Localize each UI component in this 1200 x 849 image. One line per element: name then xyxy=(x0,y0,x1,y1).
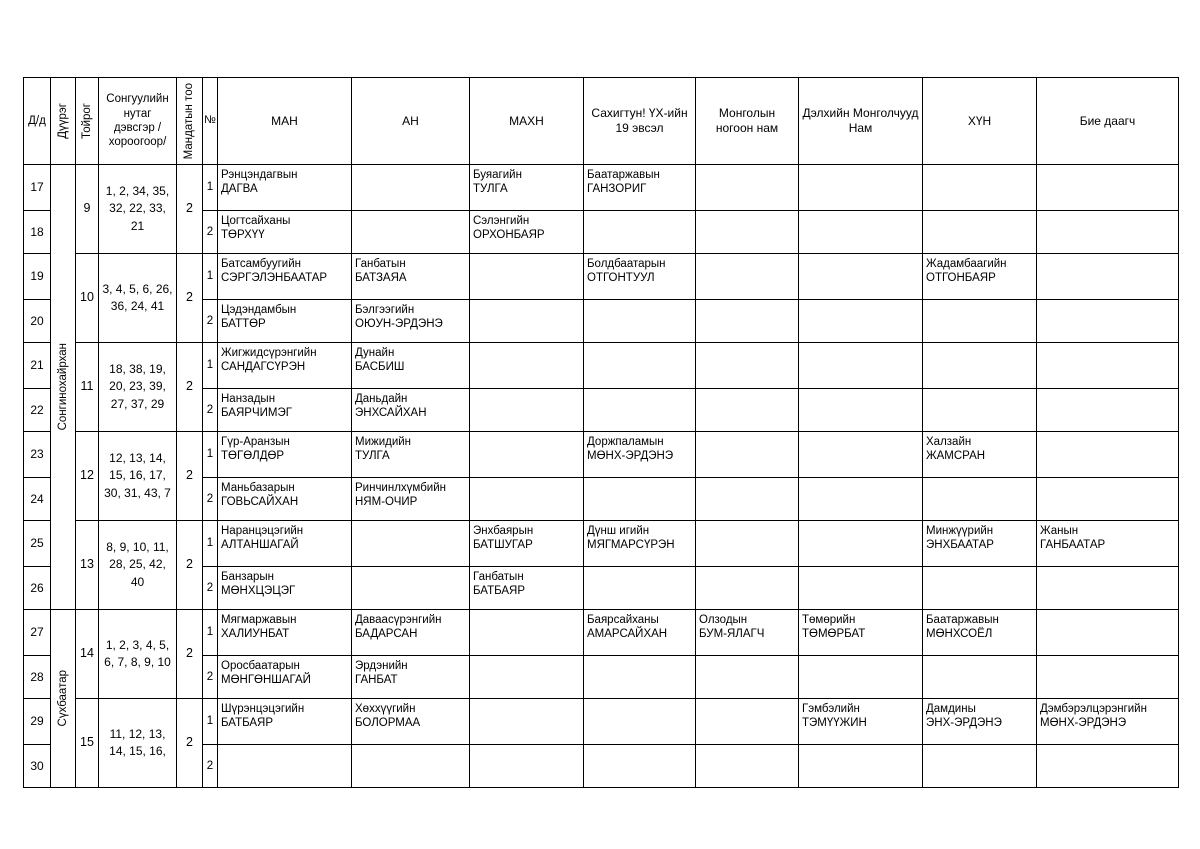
candidate-cell-independent xyxy=(1037,389,1179,432)
candidate-order: 2 xyxy=(203,389,218,432)
candidate-patronymic: Олзодын xyxy=(699,614,748,626)
candidate-given-name: СЭРГЭЛЭНБААТАР xyxy=(221,272,328,285)
candidate-given-name: ЭНХБААТАР xyxy=(926,539,994,552)
header-mandat xyxy=(177,78,203,165)
candidate-cell-sakhigtun xyxy=(584,300,696,343)
candidate-cell-independent xyxy=(1037,343,1179,389)
candidate-cell-green xyxy=(696,300,799,343)
candidate-patronymic: Жадамбаагийн xyxy=(926,258,1007,270)
candidate-cell-makhn xyxy=(470,699,584,745)
candidate-order: 1 xyxy=(203,343,218,389)
row-number: 23 xyxy=(24,432,51,478)
candidate-cell-an xyxy=(352,656,470,699)
table-body xyxy=(24,165,1179,788)
candidate-patronymic: Ганбатын xyxy=(473,571,524,583)
candidate-cell-green xyxy=(696,699,799,745)
candidate-given-name: МӨНХСОЁЛ xyxy=(926,628,993,641)
table-row xyxy=(24,165,1179,211)
table-row xyxy=(24,699,1179,745)
candidate-patronymic: Ринчинлхүмбийн xyxy=(355,482,446,494)
candidate-cell-green xyxy=(696,745,799,788)
header-party-makhn: МАХН xyxy=(470,78,584,165)
candidate-patronymic: Даваасүрэнгийн xyxy=(355,614,442,626)
candidate-given-name: АЛТАНШАГАЙ xyxy=(221,539,299,552)
constituency-number: 13 xyxy=(76,521,99,610)
candidate-patronymic: Гүр-Аранзын xyxy=(221,436,290,448)
candidate-patronymic: Оросбаатарын xyxy=(221,660,300,672)
candidate-patronymic: Дэмбэрэлцэрэнгийн xyxy=(1040,703,1147,715)
constituency-number: 14 xyxy=(76,610,99,699)
candidate-given-name: ТӨГӨЛДӨР xyxy=(221,450,285,463)
candidate-given-name: ТӨРХҮҮ xyxy=(221,229,265,242)
candidate-given-name: ГАНБАТ xyxy=(355,674,398,687)
candidate-cell-an xyxy=(352,432,470,478)
candidate-cell-makhn xyxy=(470,300,584,343)
candidate-given-name: САНДАГСҮРЭН xyxy=(221,361,306,374)
candidate-patronymic: Нанзадын xyxy=(221,393,276,405)
candidate-patronymic: Рэнцэндагвын xyxy=(221,169,298,181)
candidate-order: 1 xyxy=(203,254,218,300)
candidate-patronymic: Дамдины xyxy=(926,703,976,715)
candidate-cell-khun xyxy=(923,343,1037,389)
candidate-patronymic: Эрдэнийн xyxy=(355,660,408,672)
candidate-cell-world-mongols xyxy=(799,478,923,521)
candidate-cell-an xyxy=(352,254,470,300)
candidate-given-name: ТУЛГА xyxy=(355,450,390,463)
candidate-cell-sakhigtun xyxy=(584,211,696,254)
candidate-cell-independent xyxy=(1037,254,1179,300)
row-number: 30 xyxy=(24,745,51,788)
candidate-patronymic: Болдбаатарын xyxy=(587,258,666,270)
candidate-cell-sakhigtun xyxy=(584,567,696,610)
candidate-cell-man xyxy=(218,165,352,211)
district-name: Сонгинохайрхан xyxy=(56,343,69,431)
candidate-given-name: ХАЛИУНБАТ xyxy=(221,628,290,641)
candidate-cell-an xyxy=(352,389,470,432)
candidate-given-name: МӨНХ-ЭРДЭНЭ xyxy=(1040,717,1127,730)
candidate-cell-khun xyxy=(923,699,1037,745)
candidate-patronymic: Энхбаярын xyxy=(473,525,534,537)
constituency-number: 12 xyxy=(76,432,99,521)
candidate-cell-makhn xyxy=(470,745,584,788)
candidate-cell-an xyxy=(352,478,470,521)
mandate-count: 2 xyxy=(177,699,203,788)
row-number: 20 xyxy=(24,300,51,343)
header-party-world-mongols: Дэлхийн Монголчууд Нам xyxy=(799,78,923,165)
header-party-independent: Бие даагч xyxy=(1037,78,1179,165)
candidate-cell-man xyxy=(218,521,352,567)
candidate-order: 2 xyxy=(203,211,218,254)
candidate-order: 1 xyxy=(203,699,218,745)
candidate-cell-independent xyxy=(1037,521,1179,567)
candidate-patronymic: Дунайн xyxy=(355,347,395,359)
candidate-cell-world-mongols xyxy=(799,343,923,389)
header-no: № xyxy=(203,78,218,165)
candidate-cell-khun xyxy=(923,567,1037,610)
constituency-number: 9 xyxy=(76,165,99,254)
candidate-patronymic: Даньдайн xyxy=(355,393,408,405)
candidate-cell-khun xyxy=(923,389,1037,432)
candidate-given-name: БАТТӨР xyxy=(221,318,266,331)
candidate-cell-khun xyxy=(923,745,1037,788)
row-number: 24 xyxy=(24,478,51,521)
candidate-cell-makhn xyxy=(470,389,584,432)
candidate-cell-world-mongols xyxy=(799,521,923,567)
candidate-given-name: ОЮУН-ЭРДЭНЭ xyxy=(355,318,443,331)
header-party-khun: ХҮН xyxy=(923,78,1037,165)
candidate-cell-khun xyxy=(923,610,1037,656)
candidate-cell-green xyxy=(696,432,799,478)
candidate-given-name: МЯГМАРСҮРЭН xyxy=(587,539,675,552)
constituency-area: 1, 2, 34, 35, 32, 22, 33, 21 xyxy=(99,165,177,254)
candidate-cell-independent xyxy=(1037,656,1179,699)
candidate-cell-man xyxy=(218,745,352,788)
candidate-table xyxy=(23,77,1179,788)
candidate-given-name: БАСБИШ xyxy=(355,361,405,374)
constituency-number: 15 xyxy=(76,699,99,788)
candidate-cell-world-mongols xyxy=(799,699,923,745)
candidate-cell-an xyxy=(352,165,470,211)
candidate-given-name: ГАНЗОРИГ xyxy=(587,183,647,196)
candidate-cell-makhn xyxy=(470,165,584,211)
candidate-cell-green xyxy=(696,656,799,699)
candidate-given-name: БАТБАЯР xyxy=(473,585,526,598)
candidate-given-name: БАТЗАЯА xyxy=(355,272,407,285)
candidate-order: 1 xyxy=(203,165,218,211)
candidate-patronymic: Баярсайханы xyxy=(587,614,659,626)
candidate-given-name: МӨНГӨНШАГАЙ xyxy=(221,674,311,687)
candidate-patronymic: Буяагийн xyxy=(473,169,522,181)
constituency-area: 8, 9, 10, 11, 28, 25, 42, 40 xyxy=(99,521,177,610)
row-number: 21 xyxy=(24,343,51,389)
candidate-cell-world-mongols xyxy=(799,211,923,254)
mandate-count: 2 xyxy=(177,343,203,432)
candidate-cell-green xyxy=(696,521,799,567)
candidate-cell-green xyxy=(696,254,799,300)
candidate-given-name: БАТШУГАР xyxy=(473,539,533,552)
constituency-area: 3, 4, 5, 6, 26, 36, 24, 41 xyxy=(99,254,177,343)
candidate-order: 2 xyxy=(203,300,218,343)
candidate-given-name: ЖАМСРАН xyxy=(926,450,986,463)
candidate-cell-green xyxy=(696,567,799,610)
candidate-cell-khun xyxy=(923,165,1037,211)
candidate-given-name: МӨНХЦЭЦЭГ xyxy=(221,585,296,598)
candidate-given-name: ЭНХСАЙХАН xyxy=(355,407,427,420)
candidate-given-name: ОТГОНБАЯР xyxy=(926,272,996,285)
candidate-patronymic: Гэмбэлийн xyxy=(802,703,860,715)
header-mandat-label: Мандатын тоо xyxy=(183,82,196,160)
candidate-cell-sakhigtun xyxy=(584,389,696,432)
candidate-cell-an xyxy=(352,699,470,745)
constituency-area: 1, 2, 3, 4, 5, 6, 7, 8, 9, 10 xyxy=(99,610,177,699)
candidate-cell-world-mongols xyxy=(799,254,923,300)
candidate-cell-makhn xyxy=(470,478,584,521)
candidate-cell-green xyxy=(696,165,799,211)
candidate-given-name: БУМ-ЯЛАГЧ xyxy=(699,628,765,641)
candidate-patronymic: Шүрэнцэцэгийн xyxy=(221,703,305,715)
candidate-cell-khun xyxy=(923,478,1037,521)
candidate-cell-sakhigtun xyxy=(584,432,696,478)
candidate-cell-makhn xyxy=(470,343,584,389)
candidate-cell-makhn xyxy=(470,567,584,610)
candidate-cell-world-mongols xyxy=(799,300,923,343)
candidate-cell-sakhigtun xyxy=(584,478,696,521)
candidate-cell-world-mongols xyxy=(799,610,923,656)
header-dd: Д/д xyxy=(24,78,51,165)
candidate-patronymic: Дүнш игийн xyxy=(587,525,650,537)
candidate-patronymic: Наранцэцэгийн xyxy=(221,525,304,537)
candidate-cell-independent xyxy=(1037,699,1179,745)
candidate-patronymic: Батсамбуугийн xyxy=(221,258,301,270)
candidate-patronymic: Мижидийн xyxy=(355,436,412,448)
candidate-cell-makhn xyxy=(470,610,584,656)
candidate-patronymic: Ганбатын xyxy=(355,258,406,270)
candidate-patronymic: Минжүүрийн xyxy=(926,525,994,537)
candidate-cell-man xyxy=(218,389,352,432)
mandate-count: 2 xyxy=(177,521,203,610)
candidate-cell-world-mongols xyxy=(799,567,923,610)
mandate-count: 2 xyxy=(177,432,203,521)
candidate-patronymic: Сэлэнгийн xyxy=(473,215,530,227)
constituency-area: 18, 38, 19, 20, 23, 39, 27, 37, 29 xyxy=(99,343,177,432)
candidate-cell-khun xyxy=(923,211,1037,254)
candidate-cell-an xyxy=(352,300,470,343)
header-tojrog-label: Тойрог xyxy=(80,103,93,139)
candidate-cell-sakhigtun xyxy=(584,343,696,389)
candidate-cell-man xyxy=(218,254,352,300)
candidate-cell-makhn xyxy=(470,432,584,478)
candidate-cell-sakhigtun xyxy=(584,165,696,211)
row-number: 19 xyxy=(24,254,51,300)
candidate-cell-world-mongols xyxy=(799,389,923,432)
candidate-cell-man xyxy=(218,610,352,656)
candidate-patronymic: Баатаржавын xyxy=(587,169,660,181)
candidate-cell-an xyxy=(352,567,470,610)
candidate-cell-world-mongols xyxy=(799,656,923,699)
candidate-order: 1 xyxy=(203,432,218,478)
candidate-cell-an xyxy=(352,521,470,567)
candidate-cell-man xyxy=(218,432,352,478)
row-number: 27 xyxy=(24,610,51,656)
header-area: Сонгуулийн нутаг дэвсгэр /хороогоор/ xyxy=(99,78,177,165)
candidate-patronymic: Цогтсайханы xyxy=(221,215,291,227)
candidate-given-name: БАДАРСАН xyxy=(355,628,418,641)
candidate-order: 1 xyxy=(203,521,218,567)
candidate-cell-independent xyxy=(1037,211,1179,254)
candidate-given-name: БАЯРЧИМЭГ xyxy=(221,407,292,420)
candidate-cell-makhn xyxy=(470,254,584,300)
candidate-cell-sakhigtun xyxy=(584,610,696,656)
candidate-patronymic: Жигжидсүрэнгийн xyxy=(221,347,317,359)
candidate-cell-khun xyxy=(923,432,1037,478)
mandate-count: 2 xyxy=(177,610,203,699)
row-number: 26 xyxy=(24,567,51,610)
candidate-given-name: ДАГВА xyxy=(221,183,258,196)
candidate-order: 2 xyxy=(203,478,218,521)
row-number: 22 xyxy=(24,389,51,432)
candidate-cell-an xyxy=(352,610,470,656)
table-row xyxy=(24,521,1179,567)
candidate-cell-sakhigtun xyxy=(584,254,696,300)
candidate-cell-man xyxy=(218,300,352,343)
row-number: 28 xyxy=(24,656,51,699)
constituency-number: 10 xyxy=(76,254,99,343)
candidate-table-page xyxy=(23,77,1178,773)
header-party-man: МАН xyxy=(218,78,352,165)
row-number: 25 xyxy=(24,521,51,567)
candidate-cell-sakhigtun xyxy=(584,656,696,699)
district-cell xyxy=(51,165,76,610)
candidate-given-name: ТЭМҮҮЖИН xyxy=(802,717,867,730)
candidate-cell-sakhigtun xyxy=(584,521,696,567)
candidate-patronymic: Маньбазарын xyxy=(221,482,295,494)
candidate-given-name: АМАРСАЙХАН xyxy=(587,628,668,641)
header-duureg-label: Дүүрэг xyxy=(56,103,69,139)
candidate-cell-independent xyxy=(1037,165,1179,211)
candidate-cell-khun xyxy=(923,300,1037,343)
candidate-cell-man xyxy=(218,656,352,699)
candidate-cell-green xyxy=(696,343,799,389)
row-number: 18 xyxy=(24,211,51,254)
candidate-cell-makhn xyxy=(470,211,584,254)
candidate-given-name: НЯМ-ОЧИР xyxy=(355,496,418,509)
candidate-cell-world-mongols xyxy=(799,745,923,788)
candidate-cell-green xyxy=(696,478,799,521)
candidate-cell-independent xyxy=(1037,478,1179,521)
candidate-patronymic: Бэлгээгийн xyxy=(355,304,415,316)
candidate-cell-makhn xyxy=(470,656,584,699)
candidate-order: 2 xyxy=(203,567,218,610)
candidate-cell-independent xyxy=(1037,567,1179,610)
constituency-area: 12, 13, 14, 15, 16, 17, 30, 31, 43, 7 xyxy=(99,432,177,521)
candidate-patronymic: Мягмаржавын xyxy=(221,614,297,626)
candidate-cell-khun xyxy=(923,521,1037,567)
candidate-cell-green xyxy=(696,610,799,656)
header-row xyxy=(24,78,1179,165)
candidate-given-name: ТӨМӨРБАТ xyxy=(802,628,866,641)
candidate-cell-man xyxy=(218,211,352,254)
header-party-an: АН xyxy=(352,78,470,165)
header-party-green: Монголын ногоон нам xyxy=(696,78,799,165)
candidate-patronymic: Халзайн xyxy=(926,436,972,448)
candidate-patronymic: Доржпаламын xyxy=(587,436,664,448)
candidate-given-name: ЭНХ-ЭРДЭНЭ xyxy=(926,717,1002,730)
candidate-order: 1 xyxy=(203,610,218,656)
row-number: 29 xyxy=(24,699,51,745)
candidate-cell-independent xyxy=(1037,300,1179,343)
candidate-given-name: ГОВЬСАЙХАН xyxy=(221,496,299,509)
candidate-given-name: ОТГОНТУУЛ xyxy=(587,272,655,285)
candidate-cell-man xyxy=(218,699,352,745)
row-number: 17 xyxy=(24,165,51,211)
mandate-count: 2 xyxy=(177,254,203,343)
candidate-cell-green xyxy=(696,389,799,432)
mandate-count: 2 xyxy=(177,165,203,254)
candidate-cell-man xyxy=(218,478,352,521)
candidate-patronymic: Төмөрийн xyxy=(802,614,856,626)
candidate-patronymic: Банзарын xyxy=(221,571,274,583)
district-cell xyxy=(51,610,76,788)
candidate-given-name: ОРХОНБАЯР xyxy=(473,229,545,242)
header-party-sakhigtun: Сахигтун! ҮХ-ийн 19 эвсэл xyxy=(584,78,696,165)
candidate-cell-khun xyxy=(923,254,1037,300)
candidate-patronymic: Хөххүүгийн xyxy=(355,703,416,715)
candidate-order: 2 xyxy=(203,745,218,788)
constituency-area: 11, 12, 13, 14, 15, 16, xyxy=(99,699,177,788)
candidate-patronymic: Баатаржавын xyxy=(926,614,999,626)
candidate-cell-an xyxy=(352,211,470,254)
candidate-given-name: ТУЛГА xyxy=(473,183,508,196)
candidate-cell-makhn xyxy=(470,521,584,567)
district-name: Сүхбаатар xyxy=(56,670,69,727)
table-row xyxy=(24,343,1179,389)
candidate-cell-independent xyxy=(1037,745,1179,788)
candidate-cell-world-mongols xyxy=(799,432,923,478)
candidate-given-name: МӨНХ-ЭРДЭНЭ xyxy=(587,450,674,463)
candidate-cell-world-mongols xyxy=(799,165,923,211)
candidate-cell-sakhigtun xyxy=(584,699,696,745)
header-tojrog xyxy=(76,78,99,165)
candidate-order: 2 xyxy=(203,656,218,699)
candidate-given-name: БАТБАЯР xyxy=(221,717,274,730)
candidate-given-name: БОЛОРМАА xyxy=(355,717,421,730)
candidate-cell-independent xyxy=(1037,610,1179,656)
candidate-cell-green xyxy=(696,211,799,254)
candidate-cell-man xyxy=(218,567,352,610)
candidate-patronymic: Цэдэндамбын xyxy=(221,304,297,316)
candidate-cell-an xyxy=(352,745,470,788)
table-row xyxy=(24,432,1179,478)
candidate-cell-man xyxy=(218,343,352,389)
candidate-cell-an xyxy=(352,343,470,389)
candidate-cell-independent xyxy=(1037,432,1179,478)
table-row xyxy=(24,254,1179,300)
candidate-given-name: ГАНБААТАР xyxy=(1040,539,1106,552)
constituency-number: 11 xyxy=(76,343,99,432)
candidate-cell-sakhigtun xyxy=(584,745,696,788)
candidate-patronymic: Жанын xyxy=(1040,525,1079,537)
table-row xyxy=(24,610,1179,656)
candidate-cell-khun xyxy=(923,656,1037,699)
header-duureg xyxy=(51,78,76,165)
